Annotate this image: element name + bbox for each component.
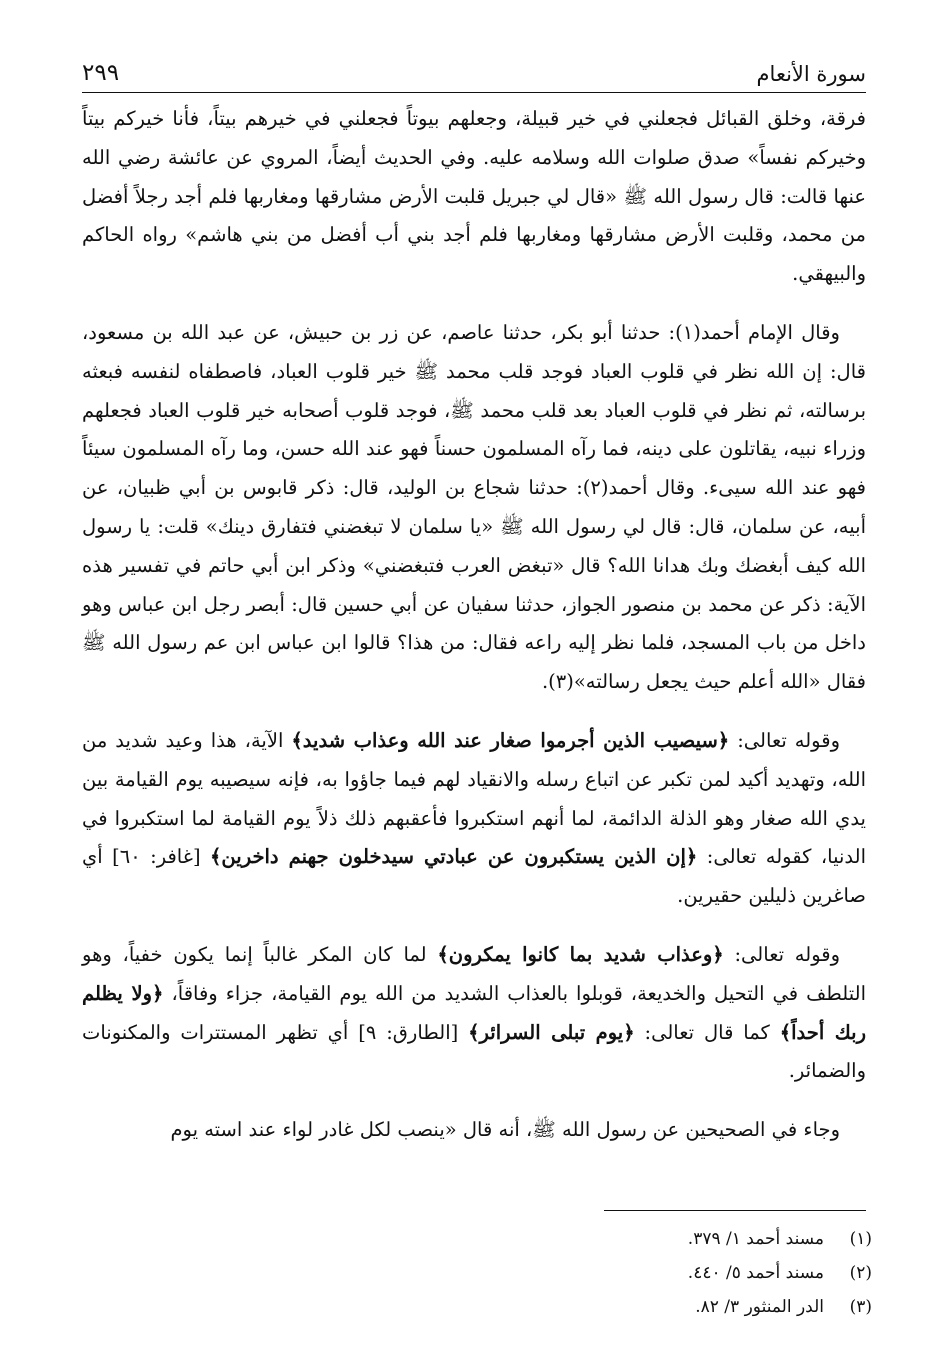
paragraph — [82, 314, 866, 702]
header-rule — [82, 92, 866, 93]
paragraph-gap — [82, 916, 866, 936]
text-segment: لما كان المكر غالباً إنما يكون خفياً، وهو التلطف في التحيل والخديعة، قوبلوا بالعذاب الشديد من الله يوم القيامة، جزاء وفاقاً، — [82, 942, 866, 1005]
text-segment: فرقة، وخلق القبائل فجعلني في خير قبيلة، وجعلهم بيوتاً فجعلني في خيرهم بيتاً، فأنا خيركم بيتاً وخيركم نفساً» صدق صلوات الله وسلامه عليه. وفي الحديث أيضاً، المروي عن عائشة رضي الله عنها قالت: قال رسول الله ﷺ «قال لي جبريل قلبت الأرض مشارقها ومغاربها فلم أجد رجلاً أفضل من محمد، وقلبت الأرض مشارقها ومغاربها فلم أجد بني أب أفضل من بني هاشم» رواه الحاكم والبيهقي. — [82, 107, 866, 286]
footnote — [372, 1256, 872, 1290]
text-segment: [الطارق: ٩] أي تظهر المستترات والمكنونات والضمائر. — [82, 1020, 866, 1083]
quran-verse: ﴿إن الذين يستكبرون عن عبادتي سيدخلون جهنم داخرين﴾ — [210, 845, 698, 869]
footnote-text: الدر المنثور ٣/ ٨٢. — [695, 1297, 824, 1317]
footnote-rule — [604, 1210, 866, 1211]
quran-verse: ﴿وعذاب شديد بما كانوا يمكرون﴾ — [437, 942, 724, 966]
main-text — [82, 100, 866, 1150]
paragraph — [82, 722, 866, 916]
footnote-text: مسند أحمد ١/ ٣٧٩. — [687, 1229, 824, 1249]
footnote-text: مسند أحمد ٥/ ٤٤٠. — [687, 1263, 824, 1283]
text-segment: وقوله تعالى: — [723, 942, 841, 966]
text-segment: وجاء في الصحيحين عن رسول الله ﷺ، أنه قال «ينصب لكل غادر لواء عند استه يوم — [170, 1118, 840, 1142]
footnotes — [372, 1222, 872, 1324]
quran-verse: ﴿سيصيب الذين أجرموا صغار عند الله وعذاب شديد﴾ — [291, 728, 730, 752]
footnote-number: (٣) — [849, 1297, 872, 1317]
page-number: ٢٩٩ — [82, 60, 120, 86]
paragraph — [82, 936, 866, 1091]
text-segment: كما قال تعالى: — [634, 1020, 780, 1044]
quran-verse: ﴿يوم تبلى السرائر﴾ — [468, 1020, 635, 1044]
footnote — [372, 1290, 872, 1324]
paragraph-gap — [82, 702, 866, 722]
paragraph-gap — [82, 1091, 866, 1111]
footnote-number: (٢) — [849, 1263, 872, 1283]
paragraph — [82, 100, 866, 294]
footnote-number: (١) — [849, 1229, 872, 1249]
paragraph — [82, 1111, 866, 1150]
text-segment: الآية، هذا وعيد شديد من الله، وتهديد أكيد لمن تكبر عن اتباع رسله والانقياد لهم فيما جاؤوا به، فإنه سيصيبه يوم القيامة بين يدي الله صغار وهو الذلة الدائمة، لما أنهم استكبروا فأعقبهم ذلك ذلاً يوم القيامة لما استكبروا في الدنيا، كقوله تعالى: — [82, 728, 866, 869]
paragraph-gap — [82, 294, 866, 314]
footnote — [372, 1222, 872, 1256]
text-segment: [غافر: ٦٠] أي صاغرين ذليلين حقيرين. — [82, 845, 866, 908]
surah-title: سورة الأنعام — [756, 62, 866, 86]
text-segment: وقال الإمام أحمد(١): حدثنا أبو بكر، حدثنا عاصم، عن زر بن حبيش، عن عبد الله بن مسعود، قال: إن الله نظر في قلوب العباد فوجد قلب محمد ﷺ خير قلوب العباد، فاصطفاه لنفسه فبعثه برسالته، ثم نظر في قلوب العباد بعد قلب محمد ﷺ، فوجد قلوب أصحابه خير قلوب العباد فجعلهم وزراء نبيه، يقاتلون على دينه، فما رآه المسلمون حسناً فهو عند الله حسن، وما رآه المسلمون سيئاً فهو عند الله سيىء. وقال أحمد(٢): حدثنا شجاع بن الوليد، قال: ذكر قابوس بن أبي ظبيان، عن أبيه، عن سلمان، قال: قال لي رسول الله ﷺ «يا سلمان لا تبغضني فتفارق دينك» قلت: يا رسول الله كيف أبغضك وبك هدانا الله؟ قال «تبغض العرب فتبغضني» وذكر ابن أبي حاتم في تفسير هذه الآية: ذكر عن محمد بن منصور الجواز، حدثنا سفيان عن أبي حسين قال: أبصر رجل ابن عباس وهو داخل من باب المسجد، فلما نظر إليه راعه فقال: من هذا؟ قالوا ابن عباس ابن عم رسول الله ﷺ فقال «الله أعلم حيث يجعل رسالته»(٣). — [82, 320, 867, 694]
running-header — [82, 56, 866, 96]
quran-verse: ﴿ولا يظلم ربك أحداً﴾ — [82, 981, 866, 1044]
text-segment: وقوله تعالى: — [729, 728, 840, 752]
